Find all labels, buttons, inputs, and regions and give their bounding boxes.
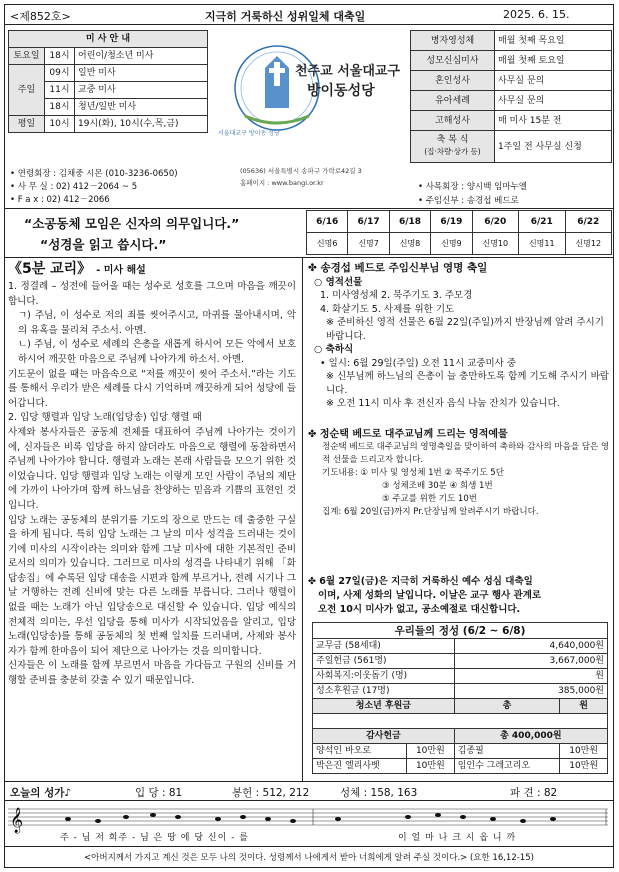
lesson-section: 《5분 교리》 - 미사 해설 1. 정결례 – 성전에 들어올 때는 성수로 성호를 그으며 마음을 깨끗이 합니다. ㄱ) 주님, 이 성수로 저의 죄를 씻어주시고, 마귀를 물아내시며, 악의 유혹을 물리쳐 주소서. 아멘. ㄴ) 주님, 이 성수로 세례의 은총을 새롭게 하시어 모든 악에서 보호하시어 깨끗한 마음으로 주님께 나아가게 하소서. 아멘. 기도문이 없을 때는 마음속으로 “저를 깨끗이 씻어 주소서.”라는 기도를 통해서 우리가 받은 세례를 다시 기억하며 깨끗하게 되어 성당에 들어갑니다. 2. 입당 행렬과 입당 노래(입당송) 입당 행렬 때 사제와 봉사자들은 공동체 전체를 대표하여 주님께 나아가는 것이기에, 신자들은 비록 입당을 하지 않더라도 마음으로 행렬에 동참하면서 주님께 나아가야 합니다. 행렬과 노래는 본래 사람들을 모으기 위한 것이었습니다. 입당 행렬과 입당 노래는 이렇게 모인 사람이 주님의 제단에 가까이 나아가며 함께 하느님을 찬양하는 믿음과 기쁨의 표현인 것입니다. 입당 노래는 공동체의 분위기를 기도의 장으로 만드는 데 출중한 구실을 하게 됩니다. 특히 입당 노래는 그 날의 미사 성격을 드러내는 것이기에 미사의 시작이라는 의미와 함께 그날 미사에 대한 기본적인 준비로서의 의미가 있습니다. 그러므로 미사의 성격을 나타내기 위해 「화답송집」에 수록된 입당 대송을 시편과 함께 부르거나, 전례 시기나 그날 거행하는 전례 신비에 맞는 다른 노래를 부릅니다. 그러나 행렬이 없을 때는 노래가 아닌 입당송으로 대신할 수 있습니다. 입당 예식의 전체적 의미는, 우선 입당을 통해 미사가 시작되었음을 알리고, 입당 노래(입당송)를 통해 공동체의 첫 번째 일치를 드러내며, 사제와 봉사자가 함께 한마음이 되어 제단으로 나아가는 것을 의미합니다. 신자들은 이 노래를 함께 부르면서 마음을 가다듬고 구원의 신비를 거행할 준비를 충분히 갖출 수 있기 때문입니다. — [8, 261, 296, 687]
hymn-offertory: 봉헌 : 512, 212 — [232, 787, 310, 799]
divider — [4, 846, 614, 847]
slogan-line2: “성경을 읽고 씁시다.” — [40, 237, 167, 252]
contact-info: • 연령회장 : 김채중 시몬 (010-3236-0650) • 사 무 실 : 02) 412－2064 ~ 5 • F a x : 02) 412－2066 — [10, 169, 178, 205]
lesson-title: 《5분 교리》 — [8, 261, 92, 277]
slogan-line1: “소공동체 모임은 신자의 의무입니다.” — [24, 216, 240, 231]
divider — [4, 208, 614, 209]
divider — [4, 24, 614, 25]
hymn-communion: 성체 : 158, 163 — [340, 787, 418, 799]
notice-archbishop: ✤ 정순택 베드로 대주교님께 드리는 영적예물 정순택 베드로 대주교님의 영명축일을 맞이하여 축하와 감사의 마음을 담은 영적 선물을 드리고자 합니다. 기도내용: ① 미사 및 영성체 1번 ② 묵주기도 5단 ③ 성체조배 30분 ④ 희생 1번 ⑤ 주교를 위한 기도 10번 집계: 6월 20일(금)까지 Pr.단장님께 알려주시기 바랍니다. — [308, 429, 610, 517]
mass-title: 미 사 안 내 — [9, 31, 208, 48]
lyrics-2: 이 얼 마 나 크 시 옵 니 까 — [398, 833, 517, 843]
address: (05636) 서울특별시 송파구 가락로42길 3 — [240, 167, 362, 175]
notice-feastday: ✤ 송경섭 베드로 주임신부님 영명 축일 ○ 영적선물 1. 미사영성체 2. 묵주기도 3. 주모경 4. 화살기도 5. 사제를 위한 기도 ※ 준비하신 영적 선물은 6월 22일(주일)까지 반장님께 알려 주시기 바랍니다. ○ 축하식 • 일시: 6월 29일(주일) 오전 11시 교중미사 중 ※ 신부님께 하느님의 은총이 늘 충만하도록 함께 기도해 주시기 바랍니다. ※ 오전 11시 미사 후 전신자 음식 나눔 잔치가 있습니다. — [308, 262, 609, 409]
music-notes — [65, 813, 556, 823]
lesson-subtitle: - 미사 해설 — [96, 265, 146, 276]
divider — [4, 800, 614, 801]
hymn-dismissal: 파 견 : 82 — [510, 787, 558, 799]
parish-church: 방이동성당 — [307, 83, 375, 99]
column-divider — [302, 257, 303, 781]
offering-title: 우리들의 정성 (6/2 ~ 6/8) — [313, 623, 608, 639]
treble-clef-icon: 𝄞 — [10, 808, 24, 833]
divider — [4, 781, 614, 782]
divider — [4, 257, 614, 258]
issue-date: 2025. 6. 15. — [503, 8, 570, 21]
issue-number: <제852호> — [10, 10, 71, 23]
parish-name: 천주교 서울대교구 — [295, 64, 400, 79]
notice-sacred-heart: ✤ 6월 27일(금)은 지극히 거룩하신 예수 성심 대축일 이며, 사제 성화의 날입니다. 이날은 교구 행사 관계로 오전 10시 미사가 없고, 공소예절로 대신합니다. — [308, 576, 542, 615]
hymn-entry: 입 당 : 81 — [135, 787, 183, 799]
footer-verse: <아버지께서 가지고 계신 것은 모두 나의 것이다. 성령께서 나에게서 받아 너희에게 알려 주실 것이다.> (요한 16,12-15) — [84, 853, 534, 863]
reading-calendar: 6/16 6/17 6/18 6/19 6/20 6/21 6/22 신명6 신명7 신명8 신명9 신명10 신명11 신명12 — [306, 210, 612, 255]
hymns-label: 오늘의 성가♪ — [10, 787, 72, 799]
page-title: 지극히 거룩하신 성위일체 대축일 — [205, 10, 366, 23]
officers: • 사목회장 : 양시백 임마누엘 • 주임신부 : 송경섭 베드로 — [418, 182, 528, 206]
offering-table: 우리들의 정성 (6/2 ~ 6/8) 교무금 (58세대) 4,640,000원 주일헌금 (561명) 3,667,000원 사회복지:이웃돕기 (명) 원 성소후원금 (17명) 385,000원 청소년 후원금 총 원 감사헌금 총 400,000원 양석인 바오로 10만원 김종필 10만원 박은진 엘리사벳 10만원 임인수 그레고리오 10만원 — [312, 622, 608, 774]
sacraments-table: 병자영성체 매월 첫째 목요일 성모신심미사 매월 첫째 토요일 혼인성사 사무실 문의 유아세례 사무실 문의 고해성사 매 미사 15분 전 축 복 식 (집·차량·상가 등) 1주일 전 사무실 신청 — [410, 30, 612, 163]
logo-ring-text: 서울대교구 방이동 성당 — [218, 130, 280, 137]
lyrics-1: 주 - 님 저 희주 - 님 은 땅 에 당 신이 - 를 — [60, 833, 249, 843]
mass-schedule-table: 미 사 안 내 토요일 18시 어린이/청소년 미사 주일 09시 일반 미사 11시 교중 미사 18시 청년/일반 미사 평일 10시 19시(화), 10시(수,목,금) — [8, 30, 208, 133]
homepage: 홈페이지 : www.bangi.or.kr — [240, 179, 324, 187]
